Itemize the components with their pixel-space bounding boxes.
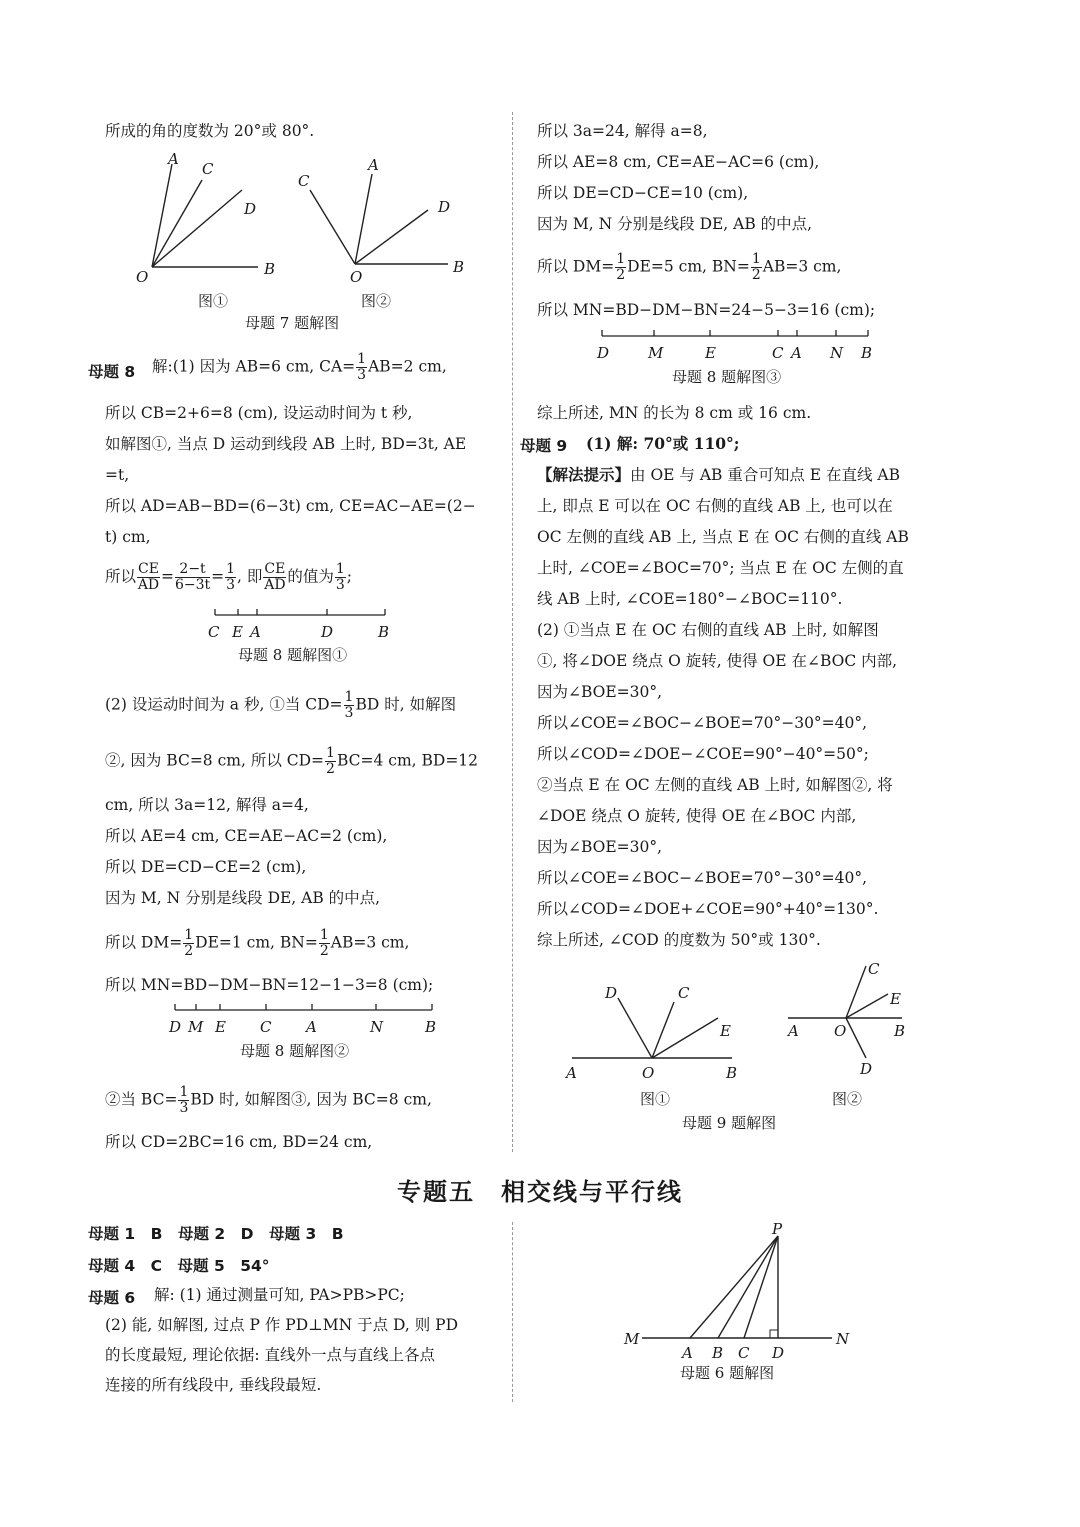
label-B: B bbox=[264, 260, 276, 278]
label-D: D bbox=[244, 200, 257, 218]
label-A: A bbox=[250, 623, 261, 641]
text-line: 所以∠COD=∠DOE+∠COE=90°+40°=130°. bbox=[537, 900, 879, 918]
label-O: O bbox=[642, 1064, 655, 1082]
fig9-title: 母题 9 题解图 bbox=[682, 1114, 777, 1132]
label-B: B bbox=[712, 1344, 724, 1362]
figure-8-3-number-line bbox=[590, 326, 880, 366]
label-A: A bbox=[682, 1344, 693, 1362]
fraction: $\frac{CE}{AD}$ bbox=[264, 561, 286, 593]
text-line: 综上所述, ∠COD 的度数为 50°或 130°. bbox=[537, 931, 821, 949]
label-N: N bbox=[836, 1330, 850, 1348]
label-C: C bbox=[738, 1344, 750, 1362]
text-line: 所以 AD=AB−BD=(6−3t) cm, CE=AC−AE=(2− bbox=[105, 497, 476, 515]
text-line: 解:(1) 因为 AB=6 cm, CA= $\frac{1}{3}$ AB=2 cm, bbox=[152, 351, 447, 383]
answers-line-2: 母题 4 C 母题 5 54° bbox=[88, 1257, 270, 1275]
label-M: M bbox=[648, 344, 664, 362]
answers-line-1: 母题 1 B 母题 2 D 母题 3 B bbox=[88, 1225, 344, 1243]
label-B: B bbox=[453, 258, 465, 276]
text-line: 所以 DE=CD−CE=2 (cm), bbox=[105, 858, 307, 876]
problem-6-label: 母题 6 bbox=[88, 1289, 136, 1307]
text-line: 如解图①, 当点 D 运动到线段 AB 上时, BD=3t, AE bbox=[105, 435, 467, 453]
text-line: 所成的角的度数为 20°或 80°. bbox=[105, 122, 315, 140]
text-line: 所以 3a=24, 解得 a=8, bbox=[537, 122, 708, 140]
label-D: D bbox=[772, 1344, 785, 1362]
label-O: O bbox=[136, 268, 149, 286]
segment-PA bbox=[690, 1236, 778, 1338]
text-line: =t, bbox=[105, 466, 130, 484]
fig9-caption-1: 图① bbox=[640, 1090, 671, 1108]
text-line: 所以∠COD=∠DOE−∠COE=90°−40°=50°; bbox=[537, 745, 869, 763]
text-line: (2) ①当点 E 在 OC 右侧的直线 AB 上时, 如解图 bbox=[537, 621, 879, 639]
fig9-caption-2: 图② bbox=[832, 1090, 863, 1108]
figure-8-1-number-line bbox=[200, 605, 400, 645]
ray-OC bbox=[152, 180, 202, 267]
label-C: C bbox=[868, 960, 880, 978]
text-line: OC 左侧的直线 AB 上, 当点 E 在 OC 右侧的直线 AB bbox=[537, 528, 909, 546]
text-line: 所以 AE=4 cm, CE=AE−AC=2 (cm), bbox=[105, 827, 388, 845]
label-E: E bbox=[705, 344, 716, 362]
text-line: ②当 BC= $\frac{1}{3}$ BD 时, 如解图③, 因为 BC=8 cm, bbox=[105, 1084, 432, 1116]
ray-OD bbox=[152, 190, 242, 267]
fig8-2-title: 母题 8 题解图② bbox=[240, 1042, 350, 1060]
fig7-caption-1: 图① bbox=[198, 292, 229, 310]
fig9-part1 bbox=[572, 998, 732, 1058]
label-P: P bbox=[772, 1220, 783, 1238]
figure-7-diagram bbox=[130, 150, 465, 292]
ray-OA-2 bbox=[355, 174, 372, 264]
text-line: 因为 M, N 分别是线段 DE, AB 的中点, bbox=[537, 215, 813, 233]
label-A: A bbox=[168, 150, 179, 168]
text-line: 所以 $\frac{CE}{AD}$ = $\frac{2-t}{6-3t}$ = $\frac{1}{3}$ , 即 $\frac{CE}{AD}$ 的值为 $\frac{1}{3}$ ; bbox=[105, 561, 353, 593]
fraction: $\frac{1}{3}$ bbox=[357, 351, 367, 383]
ray-OD-2 bbox=[355, 210, 428, 264]
fraction: $\frac{1}{3}$ bbox=[179, 1084, 189, 1116]
label-B: B bbox=[894, 1022, 906, 1040]
figure-8-2-number-line bbox=[160, 1000, 450, 1040]
label-C: C bbox=[298, 172, 310, 190]
fig8-3-title: 母题 8 题解图③ bbox=[672, 368, 782, 386]
label-D: D bbox=[605, 984, 618, 1002]
ray-OC-2 bbox=[310, 190, 355, 264]
label-D: D bbox=[321, 623, 334, 641]
label-O: O bbox=[350, 268, 363, 286]
figure-9-diagram bbox=[560, 960, 920, 1090]
text-line: 所以 DM= $\frac{1}{2}$ DE=5 cm, BN= $\frac{1}{2}$ AB=3 cm, bbox=[537, 251, 842, 283]
label-D: D bbox=[597, 344, 610, 362]
label-A: A bbox=[368, 156, 379, 174]
fig7-part2 bbox=[310, 174, 451, 264]
text-line: ②, 因为 BC=8 cm, 所以 CD= $\frac{1}{2}$ BC=4 cm, BD=12 bbox=[105, 745, 479, 777]
fraction: $\frac{1}{3}$ bbox=[335, 561, 345, 593]
fig7-caption-2: 图② bbox=[361, 292, 392, 310]
text-line: ②当点 E 在 OC 左侧的直线 AB 上时, 如解图②, 将 bbox=[537, 776, 893, 794]
text-line: (2) 设运动时间为 a 秒, ①当 CD= $\frac{1}{3}$ BD 时, 如解图 bbox=[105, 689, 457, 721]
fraction: $\frac{CE}{AD}$ bbox=[137, 561, 160, 593]
fig8-1-title: 母题 8 题解图① bbox=[238, 646, 348, 664]
problem-9-label: 母题 9 bbox=[520, 437, 568, 455]
label-D: D bbox=[860, 1060, 873, 1078]
label-C: C bbox=[260, 1018, 272, 1036]
label-E: E bbox=[232, 623, 243, 641]
label-B: B bbox=[425, 1018, 437, 1036]
fraction: $\frac{1}{2}$ bbox=[616, 251, 626, 283]
text-line: cm, 所以 3a=12, 解得 a=4, bbox=[105, 796, 309, 814]
text-line: ①, 将∠DOE 绕点 O 旋转, 使得 OE 在∠BOC 内部, bbox=[537, 652, 898, 670]
text-line: 综上所述, MN 的长为 8 cm 或 16 cm. bbox=[537, 404, 812, 422]
column-divider bbox=[512, 1222, 513, 1402]
text-line: 连接的所有线段中, 垂线段最短. bbox=[105, 1376, 322, 1394]
text-line: 的长度最短, 理论依据: 直线外一点与直线上各点 bbox=[105, 1346, 436, 1364]
problem-8-label: 母题 8 bbox=[88, 363, 136, 381]
text-line: 所以∠COE=∠BOC−∠BOE=70°−30°=40°, bbox=[537, 714, 868, 732]
text-line: 因为∠BOE=30°, bbox=[537, 683, 663, 701]
fig7-title: 母题 7 题解图 bbox=[245, 314, 340, 332]
label-A: A bbox=[788, 1022, 799, 1040]
text-line: 所以 CB=2+6=8 (cm), 设运动时间为 t 秒, bbox=[105, 404, 413, 422]
text-line: ∠DOE 绕点 O 旋转, 使得 OE 在∠BOC 内部, bbox=[537, 807, 857, 825]
segment-PB bbox=[718, 1236, 778, 1338]
label-D: D bbox=[438, 198, 451, 216]
fig6-title: 母题 6 题解图 bbox=[680, 1364, 775, 1382]
label-C: C bbox=[772, 344, 784, 362]
fraction: $\frac{1}{3}$ bbox=[344, 689, 354, 721]
label-N: N bbox=[830, 344, 844, 362]
text-line: (2) 能, 如解图, 过点 P 作 PD⊥MN 于点 D, 则 PD bbox=[105, 1316, 459, 1334]
label-M: M bbox=[188, 1018, 204, 1036]
text-line: 上, 即点 E 可以在 OC 右侧的直线 AB 上, 也可以在 bbox=[537, 497, 893, 515]
text-line: 因为 M, N 分别是线段 DE, AB 的中点, bbox=[105, 889, 381, 907]
label-M: M bbox=[624, 1330, 640, 1348]
text-line: 所以∠COE=∠BOC−∠BOE=70°−30°=40°, bbox=[537, 869, 868, 887]
text-line: 所以 AE=8 cm, CE=AE−AC=6 (cm), bbox=[537, 153, 820, 171]
figure-6-diagram bbox=[620, 1222, 860, 1362]
label-A: A bbox=[306, 1018, 317, 1036]
label-E: E bbox=[890, 990, 901, 1008]
label-E: E bbox=[720, 1022, 731, 1040]
fraction: $\frac{2-t}{6-3t}$ bbox=[174, 561, 211, 593]
fraction: $\frac{1}{2}$ bbox=[326, 745, 335, 777]
label-N: N bbox=[370, 1018, 384, 1036]
label-D: D bbox=[169, 1018, 182, 1036]
text-line: 所以 MN=BD−DM−BN=12−1−3=8 (cm); bbox=[105, 976, 434, 994]
text-line: 解: (1) 通过测量可知, PA>PB>PC; bbox=[154, 1286, 405, 1304]
label-O: O bbox=[834, 1022, 847, 1040]
label-B: B bbox=[726, 1064, 738, 1082]
text-line: t) cm, bbox=[105, 528, 151, 546]
section-title: 专题五 相交线与平行线 bbox=[397, 1178, 683, 1206]
text-line: 【解法提示】由 OE 与 AB 重合可知点 E 在直线 AB bbox=[537, 465, 901, 484]
fraction: $\frac{1}{2}$ bbox=[184, 927, 194, 959]
text-line: 因为∠BOE=30°, bbox=[537, 838, 663, 856]
fraction: $\frac{1}{3}$ bbox=[226, 561, 236, 593]
segment-PC bbox=[744, 1236, 778, 1338]
fig9-part2 bbox=[788, 966, 902, 1058]
label-E: E bbox=[215, 1018, 226, 1036]
fig7-part1 bbox=[152, 164, 258, 267]
label-B: B bbox=[378, 623, 390, 641]
label-C: C bbox=[202, 160, 214, 178]
text-line: (1) 解: 70°或 110°; bbox=[586, 434, 740, 453]
label-A: A bbox=[566, 1064, 577, 1082]
text-line: 所以 CD=2BC=16 cm, BD=24 cm, bbox=[105, 1133, 373, 1151]
text-line: 线 AB 上时, ∠COE=180°−∠BOC=110°. bbox=[537, 590, 843, 608]
label-C: C bbox=[678, 984, 690, 1002]
text-line: 所以 MN=BD−DM−BN=24−5−3=16 (cm); bbox=[537, 301, 876, 319]
column-divider bbox=[512, 112, 513, 1152]
text-line: 上时, ∠COE=∠BOC=70°; 当点 E 在 OC 左侧的直 bbox=[537, 559, 904, 577]
label-A: A bbox=[791, 344, 802, 362]
text-line: 所以 DM= $\frac{1}{2}$ DE=1 cm, BN= $\frac{1}{2}$ AB=3 cm, bbox=[105, 927, 410, 959]
label-B: B bbox=[861, 344, 873, 362]
fraction: $\frac{1}{2}$ bbox=[319, 927, 329, 959]
text-line: 所以 DE=CD−CE=10 (cm), bbox=[537, 184, 749, 202]
label-C: C bbox=[208, 623, 220, 641]
fraction: $\frac{1}{2}$ bbox=[751, 251, 761, 283]
